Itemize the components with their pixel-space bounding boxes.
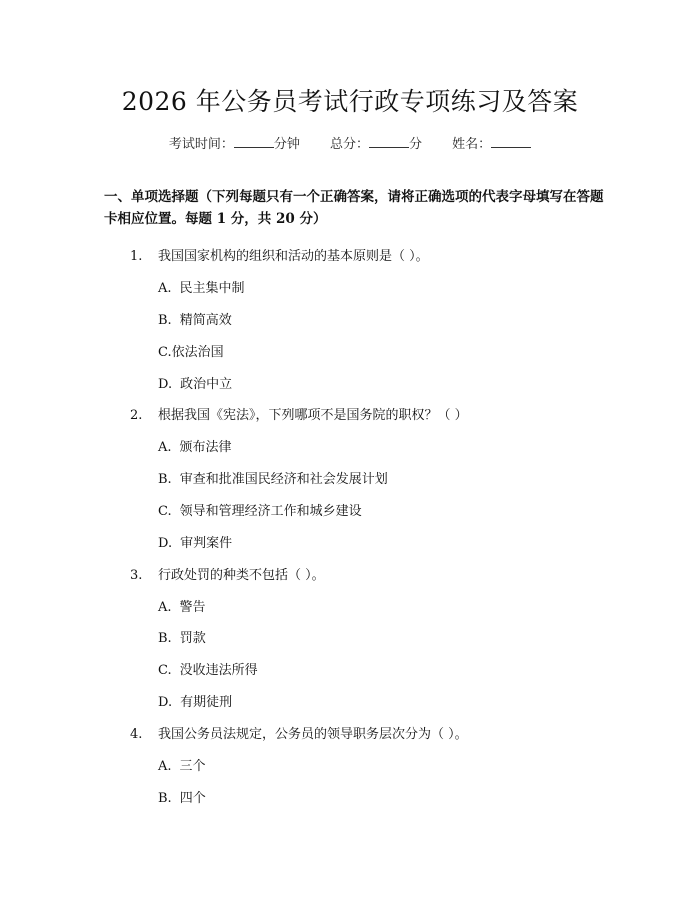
- question-text: 行政处罚的种类不包括（ ）。: [158, 568, 325, 583]
- option-text: 四个: [179, 791, 206, 806]
- total-score-field: [330, 133, 422, 152]
- total-score-unit: 分: [409, 137, 423, 152]
- question-3: [130, 564, 325, 583]
- name-label: 姓名：: [452, 137, 492, 152]
- question-text: 根据我国《宪法》，下列哪项不是国务院的职权？（ ）: [158, 408, 468, 423]
- total-score-blank: [369, 135, 409, 148]
- option-text: 政治中立: [180, 377, 233, 392]
- option-4a: [158, 755, 206, 774]
- page-title: 2026 年公务员考试行政专项练习及答案: [121, 87, 579, 116]
- option-3b: [158, 627, 206, 646]
- option-text: 依法治国: [171, 345, 224, 360]
- option-3a: [158, 596, 206, 615]
- exam-time-blank: [234, 135, 274, 148]
- option-text: 审查和批准国民经济和社会发展计划: [179, 472, 388, 487]
- option-text: 有期徒刑: [180, 695, 233, 710]
- option-key: C.: [158, 345, 172, 360]
- option-key: A.: [158, 600, 172, 615]
- option-3d: [158, 691, 232, 710]
- option-key: A.: [158, 759, 172, 774]
- option-text: 三个: [179, 759, 206, 774]
- option-2c: [158, 500, 362, 519]
- name-blank: [491, 135, 531, 148]
- option-key: A.: [158, 281, 172, 296]
- exam-time-field: [169, 133, 300, 152]
- option-key: B.: [158, 313, 172, 328]
- option-key: D.: [158, 695, 173, 710]
- option-2b: [158, 468, 388, 487]
- exam-info-line: [0, 133, 700, 152]
- option-text: 民主集中制: [179, 281, 245, 296]
- option-key: D.: [158, 377, 173, 392]
- option-text: 罚款: [179, 631, 206, 646]
- section-heading: 一、单项选择题（下列每题只有一个正确答案，请将正确选项的代表字母填写在答题卡相应位置。每题 1 分，共 20 分）: [104, 189, 604, 227]
- option-1b: [158, 309, 232, 328]
- question-number: 3.: [130, 568, 143, 583]
- option-text: 颁布法律: [179, 440, 232, 455]
- question-number: 4.: [130, 727, 143, 742]
- question-number: 2.: [130, 408, 143, 423]
- option-key: A.: [158, 440, 172, 455]
- question-4: [130, 723, 468, 742]
- option-text: 警告: [179, 600, 206, 615]
- option-1d: [158, 373, 232, 392]
- option-key: C.: [158, 504, 172, 519]
- total-score-label: 总分：: [329, 137, 369, 152]
- option-key: B.: [158, 631, 172, 646]
- option-text: 审判案件: [180, 536, 233, 551]
- option-key: B.: [158, 791, 172, 806]
- option-2d: [158, 532, 232, 551]
- exam-time-label: 考试时间：: [168, 137, 234, 152]
- option-text: 没收违法所得: [179, 663, 258, 678]
- option-1a: [158, 277, 245, 296]
- option-key: B.: [158, 472, 172, 487]
- option-text: 精简高效: [179, 313, 232, 328]
- name-field: [452, 133, 531, 152]
- option-key: D.: [158, 536, 173, 551]
- question-text: 我国国家机构的组织和活动的基本原则是（ ）。: [158, 249, 429, 264]
- exam-time-unit: 分钟: [273, 137, 300, 152]
- option-3c: [158, 659, 258, 678]
- option-4b: [158, 787, 206, 806]
- option-1c: [158, 341, 224, 360]
- option-key: C.: [158, 663, 172, 678]
- question-2: [130, 404, 468, 423]
- question-1: [130, 245, 429, 264]
- option-2a: [158, 436, 232, 455]
- question-number: 1.: [130, 249, 143, 264]
- option-text: 领导和管理经济工作和城乡建设: [179, 504, 362, 519]
- question-text: 我国公务员法规定，公务员的领导职务层次分为（ ）。: [158, 727, 468, 742]
